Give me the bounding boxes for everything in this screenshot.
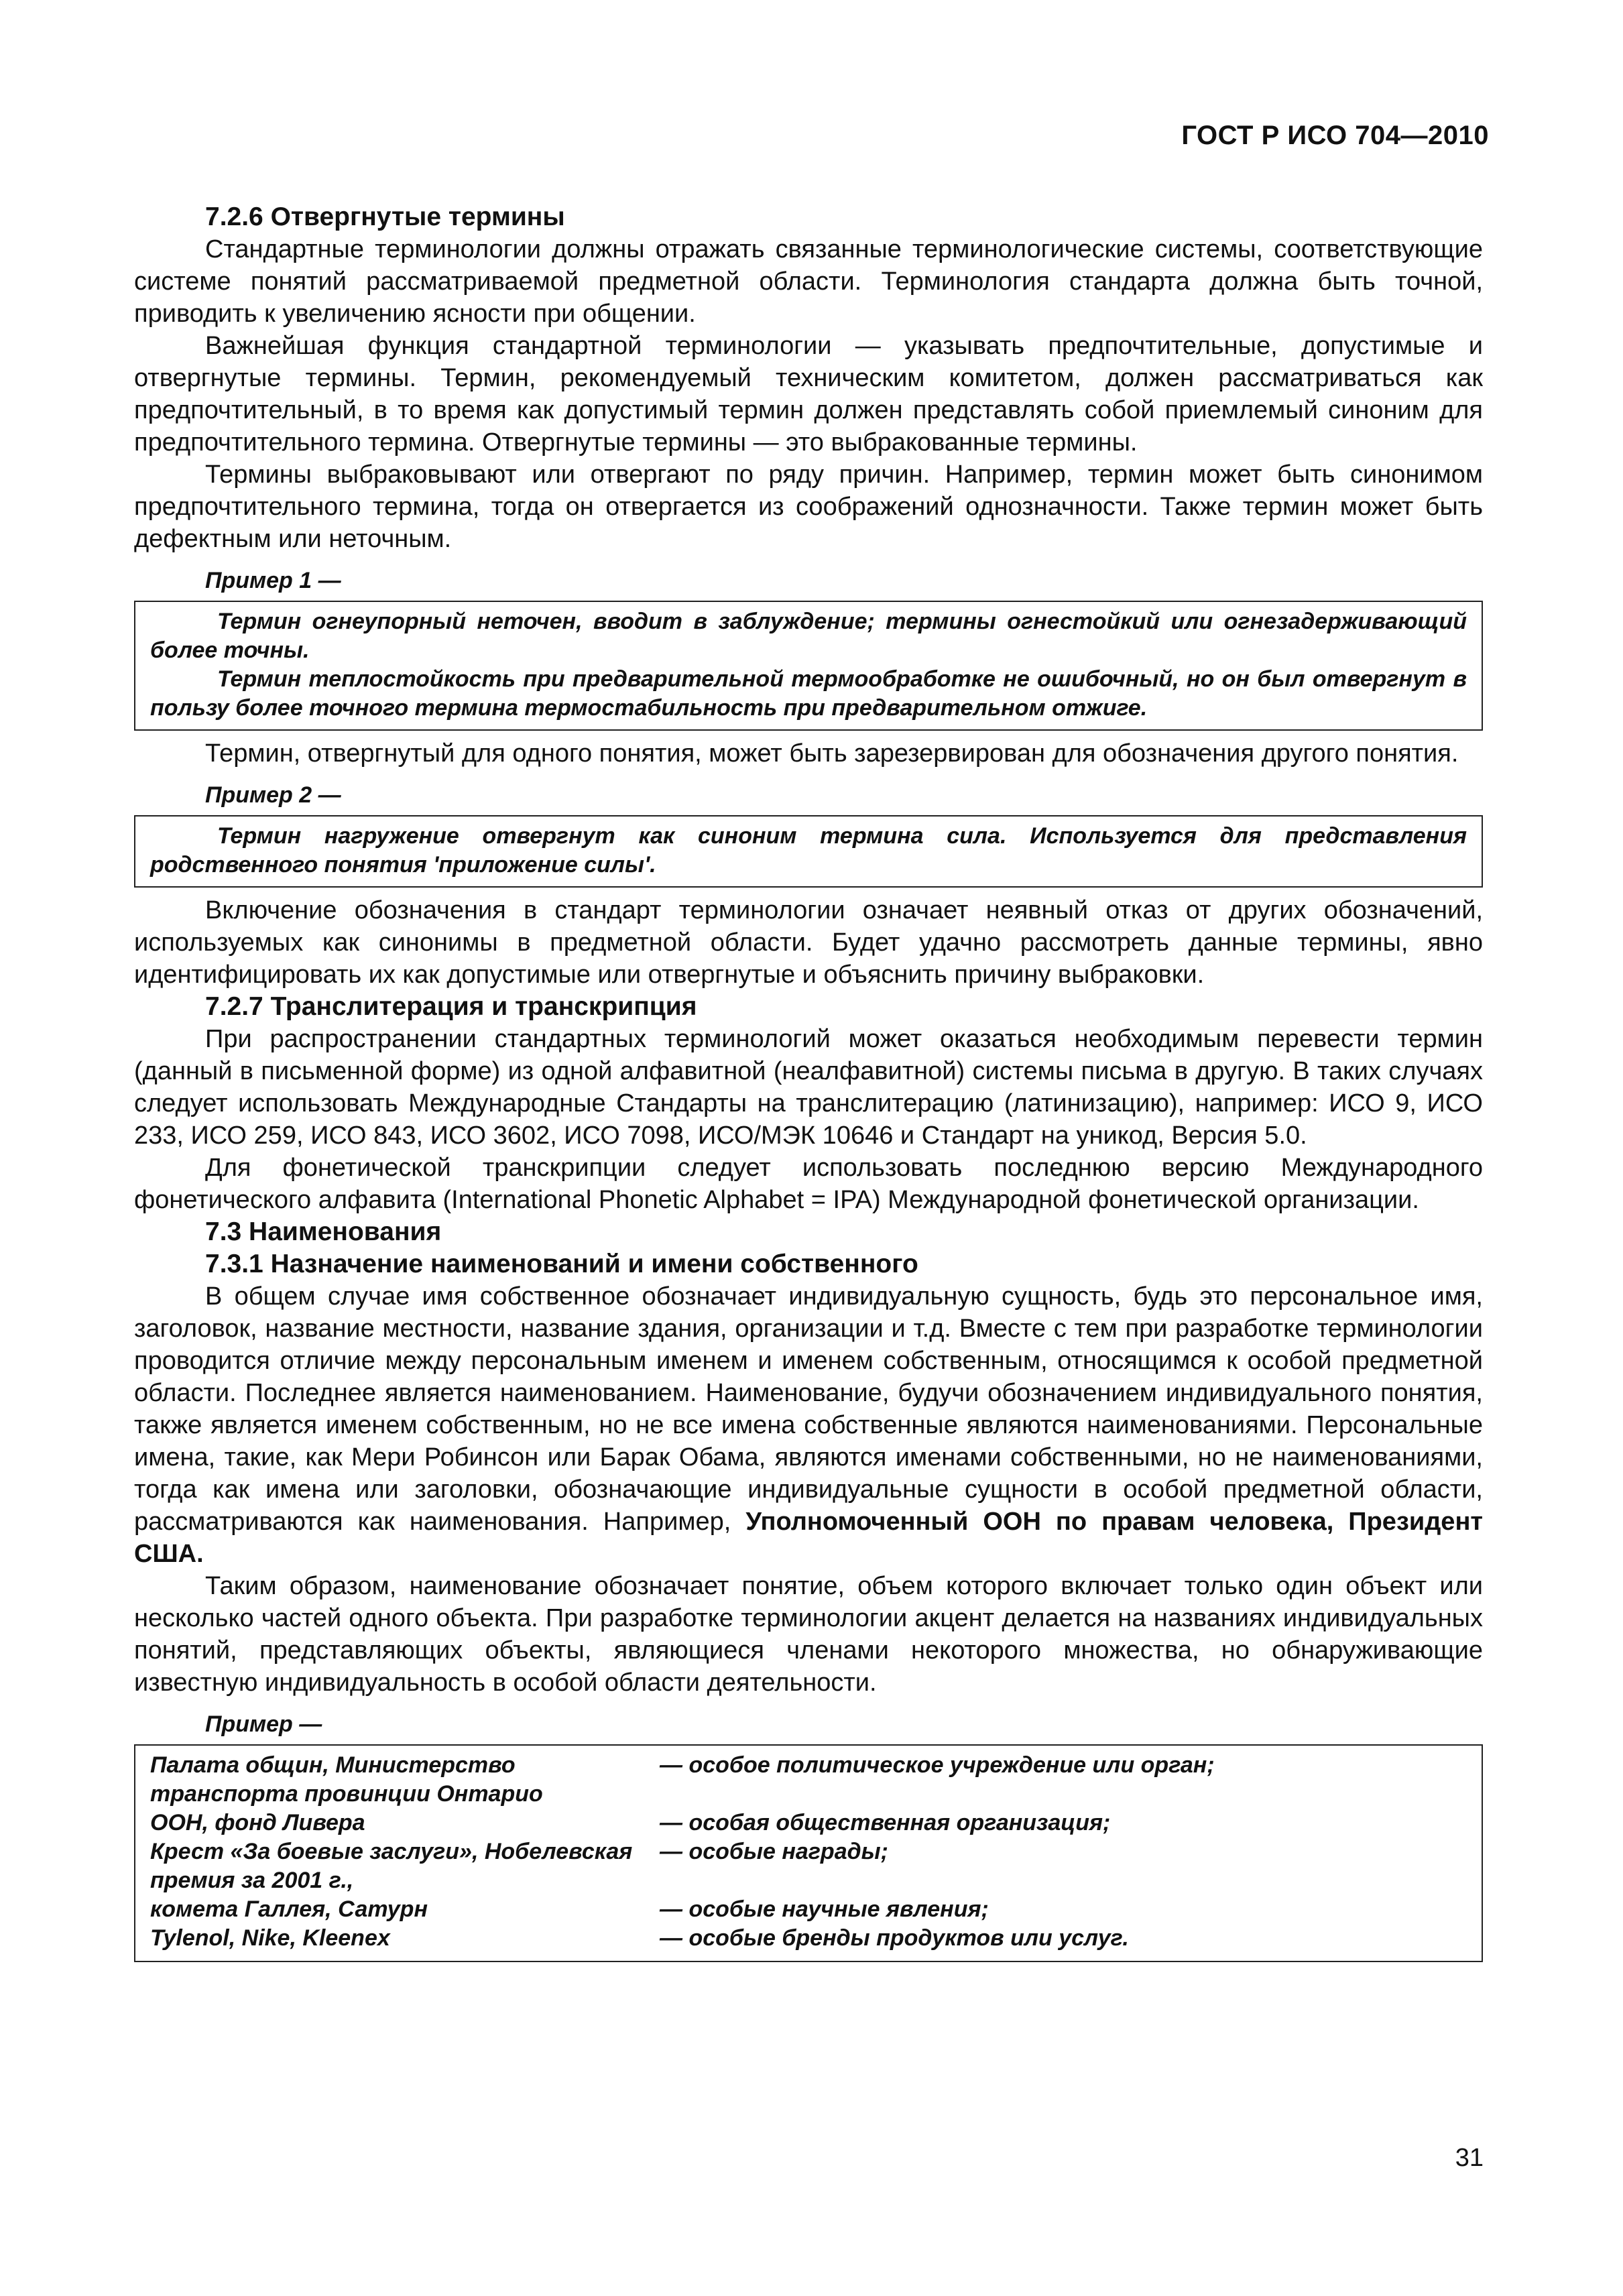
example-box-2 — [134, 815, 1483, 888]
table-cell-name: Палата общин, Министерство транспорта провинции Онтарио — [150, 1752, 543, 1807]
table-cell-description: — особые бренды продуктов или услуг. — [660, 1925, 1129, 1951]
paragraph: Термины выбраковывают или отвергают по ряду причин. Например, термин может быть синонимом предпочтительного термина, тогда он отвергается из соображений однозначности. Также термин может быть дефектным или неточным. — [134, 461, 1483, 553]
example-label: Пример 1 — — [205, 568, 341, 593]
example-label: Пример — — [205, 1711, 322, 1737]
example-table — [134, 1744, 1483, 1962]
example-label: Пример 2 — — [205, 782, 341, 808]
paragraph: Для фонетической транскрипции следует использовать последнюю версию Международного фонетического алфавита (International Phonetic Alphabet = IPA) Международной фонетической организации. — [134, 1154, 1483, 1214]
table-cell-name: Крест «За боевые заслуги», Нобелевская премия за 2001 г., — [150, 1839, 633, 1893]
table-row — [150, 1837, 1467, 1895]
paragraph-bold-text: Уполномоченный ООН по правам человека, Президент США. — [134, 1508, 1484, 1568]
section-heading-7-2-7: 7.2.7 Транслитерация и транскрипция — [205, 992, 697, 1021]
paragraph: Стандартные терминологии должны отражать связанные терминологические системы, соответствующие системе понятий рассматриваемой предметной области. Терминология стандарта должна быть точной, приводить к увеличению ясности при общении. — [134, 235, 1483, 328]
table-cell-description: — особая общественная организация; — [660, 1810, 1111, 1835]
paragraph: Таким образом, наименование обозначает понятие, объем которого включает только один объект или несколько частей одного объекта. При разработке терминологии акцент делается на названиях индивидуальных понятий, представляющих объекты, являющиеся членами некоторого множества, но обнаруживающие известную индивидуальность в особой области деятельности. — [134, 1572, 1483, 1697]
document-body — [134, 201, 1483, 1969]
paragraph — [134, 1280, 1483, 1570]
section-heading-7-2-6: 7.2.6 Отвергнутые термины — [205, 202, 565, 231]
paragraph: При распространении стандартных терминологий может оказаться необходимым перевести термин (данный в письменной форме) из одной алфавитной (неалфавитной) системы письма в другую. В таких случаях следует использовать Международные Стандарты на транслитерацию (латинизацию), например: ИСО 9, ИСО 233, ИСО 259, ИСО 843, ИСО 3602, ИСО 7098, ИСО/МЭК 10646 и Стандарт на уникод, Версия 5.0. — [134, 1025, 1483, 1150]
paragraph: Включение обозначения в стандарт терминологии означает неявный отказ от других обозначений, используемых как синонимы в предметной области. Будет удачно рассмотреть данные термины, явно идентифицировать их как допустимые или отвергнутые и объяснить причину выбраковки. — [134, 896, 1483, 989]
table-row — [150, 1895, 1467, 1924]
table-row — [150, 1751, 1467, 1809]
paragraph-text: В общем случае имя собственное обозначает индивидуальную сущность, будь это персональное имя, заголовок, название местности, название здания, организации и т.д. Вместе с тем при разработке терминологии проводится отличие между персональным именем и именем собственным, относящимся к особой предметной области. Последнее является наименованием. Наименование, будучи обозначением индивидуального понятия, также является именем собственным, но не все имена собственные являются наименованиями. Персональные имена, такие, как Мери Робинсон или Барак Обама, являются именами собственными, но не наименованиями, тогда как имена или заголовки, обозначающие индивидуальные сущности в особой предметной области, рассматриваются как наименования. Например, — [134, 1282, 1483, 1536]
table-cell-description: — особое политическое учреждение или орган; — [660, 1752, 1215, 1778]
table-row — [150, 1924, 1467, 1953]
table-cell-name: Tylenol, Nike, Kleenex — [150, 1925, 390, 1951]
document-header: ГОСТ Р ИСО 704—2010 — [1181, 121, 1489, 150]
example-text: Термин нагружение отвергнут как синоним термина сила. Используется для представления родственного понятия 'приложение силы'. — [150, 823, 1467, 878]
table-row — [150, 1809, 1467, 1837]
paragraph: Важнейшая функция стандартной терминологии — указывать предпочтительные, допустимые и отвергнутые термины. Термин, рекомендуемый техническим комитетом, должен рассматриваться как предпочтительный, в то время как допустимый термин должен представлять собой приемлемый синоним для предпочтительного термина. Отвергнутые термины — это выбракованные термины. — [134, 332, 1483, 457]
page-number: 31 — [1455, 2144, 1484, 2172]
example-text: Термин огнеупорный неточен, вводит в заблуждение; термины огнестойкий или огнезадерживающий более точны. — [150, 609, 1467, 663]
table-cell-description: — особые научные явления; — [660, 1896, 989, 1922]
example-box-1 — [134, 601, 1483, 731]
table-cell-name: ООН, фонд Ливера — [150, 1810, 365, 1835]
table-cell-name: комета Галлея, Сатурн — [150, 1896, 428, 1922]
section-heading-7-3-1: 7.3.1 Назначение наименований и имени собственного — [205, 1250, 918, 1278]
section-heading-7-3: 7.3 Наименования — [205, 1217, 442, 1246]
paragraph: Термин, отвергнутый для одного понятия, может быть зарезервирован для обозначения другого понятия. — [205, 739, 1459, 768]
example-text: Термин теплостойкость при предварительной термообработке не ошибочный, но он был отвергнут в пользу более точного термина термостабильность при предварительном отжиге. — [150, 666, 1467, 721]
table-cell-description: — особые награды; — [660, 1839, 888, 1864]
